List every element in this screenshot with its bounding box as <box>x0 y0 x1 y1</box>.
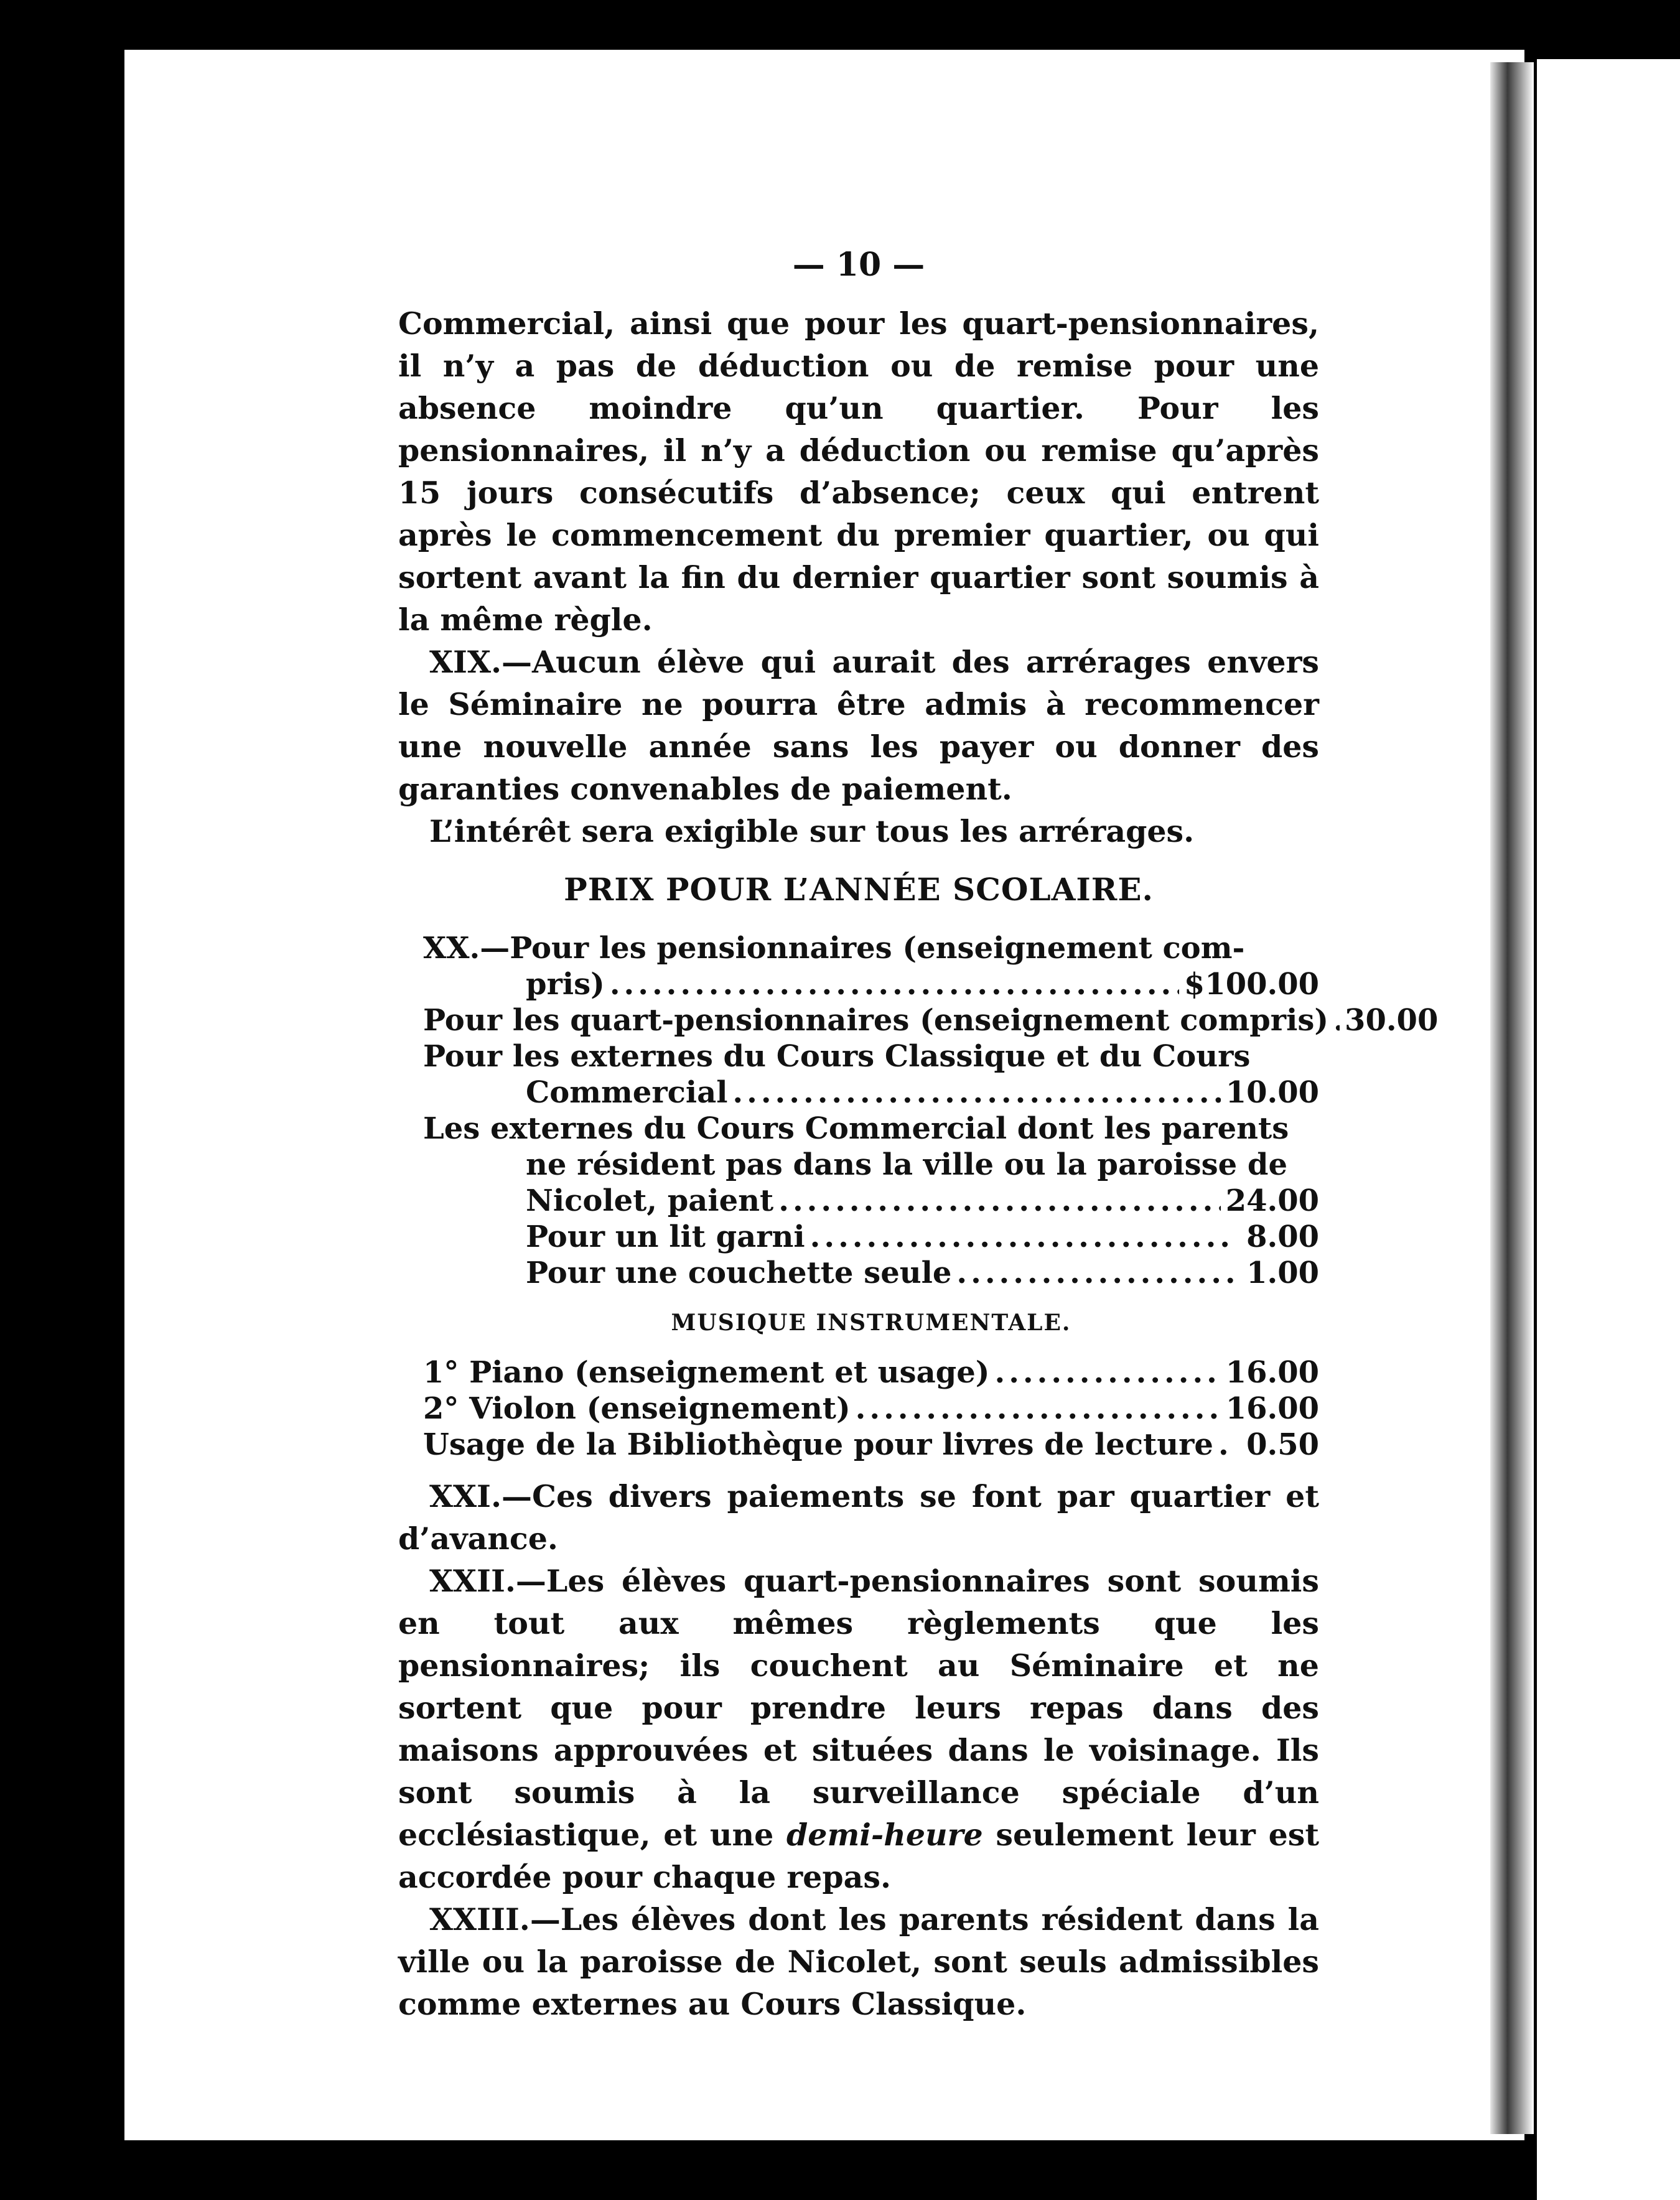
price-list <box>423 930 1439 1463</box>
article-xxiii: XXIII.—Les élèves dont les parents résident dans la ville ou la paroisse de Nicolet, sont seuls admissibles comme externes au Cours Classique. <box>398 1901 1319 2022</box>
price-label: Pour une couchette seule <box>526 1256 952 1290</box>
spacer <box>398 1463 1319 1475</box>
dot-leader <box>732 1074 1220 1111</box>
dot-leader <box>810 1219 1233 1255</box>
price-row-couchette <box>423 1255 1319 1291</box>
dot-leader <box>956 1255 1233 1291</box>
price-row-quart-pensionnaires <box>423 1002 1439 1038</box>
page-number: — 10 — <box>792 246 925 284</box>
price-row-bibliotheque <box>423 1427 1319 1463</box>
interest-note: L’intérêt sera exigible sur tous les arrérages. <box>429 813 1195 849</box>
dot-leader <box>778 1183 1220 1219</box>
dot-leader <box>610 966 1179 1002</box>
price-commercial-line2: ne résident pas dans la ville ou la paroisse de <box>526 1147 1287 1182</box>
page-content <box>398 246 1439 2025</box>
price-commercial-line1: Les externes du Cours Commercial dont les parents <box>423 1111 1289 1146</box>
price-value: 30.00 <box>1345 1003 1439 1038</box>
price-row-piano <box>423 1354 1319 1391</box>
price-label: 1° Piano (enseignement et usage) <box>423 1355 990 1390</box>
price-value: $100.00 <box>1183 967 1319 1002</box>
price-value: 1.00 <box>1246 1256 1319 1290</box>
article-xxii-emphasis: demi-heure <box>786 1817 983 1853</box>
price-label: Nicolet, paient <box>526 1183 774 1218</box>
book-spine-shadow <box>1490 62 1534 2134</box>
price-label: Commercial <box>526 1075 728 1110</box>
price-label: Pour un lit garni <box>526 1219 805 1254</box>
dot-leader <box>994 1354 1220 1391</box>
price-row-commercial <box>423 1183 1319 1219</box>
dot-leader <box>1333 1002 1340 1038</box>
price-row-pensionnaires <box>423 966 1319 1002</box>
music-title: MUSIQUE INSTRUMENTALE. <box>671 1310 1071 1336</box>
price-label: pris) <box>526 967 605 1002</box>
price-row-lit <box>423 1219 1319 1255</box>
article-xxii-text: XXII.—Les élèves quart-pensionnaires sont soumis en tout aux mêmes règlements que les pensionnaires; ils couchent au Séminaire et ne sortent que pour prendre leurs repas dans des maisons approuvées et situées dans le voisinage. Ils sont soumis à la surveillance spéciale d’un ecclésiastique, et une <box>398 1563 1319 1853</box>
price-row-externes <box>423 1074 1319 1111</box>
price-value: 0.50 <box>1246 1427 1319 1462</box>
price-label: 2° Violon (enseignement) <box>423 1391 851 1426</box>
price-value: 10.00 <box>1225 1075 1319 1110</box>
price-label: Usage de la Bibliothèque pour livres de lecture <box>423 1427 1213 1462</box>
price-row-violon <box>423 1391 1319 1427</box>
article-xxii-text-end: seulement leur est accordée pour chaque repas. <box>398 1817 1319 1895</box>
price-value: 24.00 <box>1225 1183 1319 1218</box>
price-label: Pour les quart-pensionnaires (enseignement compris) <box>423 1003 1329 1038</box>
article-xxii <box>398 1560 1319 1898</box>
price-value: 8.00 <box>1246 1219 1319 1254</box>
price-externes-line1: Pour les externes du Cours Classique et du Cours <box>423 1039 1251 1074</box>
paragraph-continuation: Commercial, ainsi que pour les quart-pensionnaires, il n’y a pas de déduction ou de remise pour une absence moindre qu’un quartier. Pour les pensionnaires, il n’y a déduction ou remise qu’après 15 jours consécutifs d’absence; ceux qui entrent après le commencement du premier quartier, ou qui sortent avant la fin du dernier quartier sont soumis à la même règle. <box>398 305 1319 638</box>
price-value: 16.00 <box>1225 1355 1319 1390</box>
dot-leader <box>856 1391 1221 1427</box>
adjacent-page <box>1537 59 1680 2200</box>
price-value: 16.00 <box>1225 1391 1319 1426</box>
price-xx-line1: XX.—Pour les pensionnaires (enseignement com- <box>423 931 1245 966</box>
dot-leader <box>1218 1427 1233 1463</box>
article-xix: XIX.—Aucun élève qui aurait des arrérages envers le Séminaire ne pourra être admis à recommencer une nouvelle année sans les payer ou donner des garanties convenables de paiement. <box>398 644 1319 807</box>
article-xxi: XXI.—Ces divers paiements se font par quartier et d’avance. <box>398 1478 1319 1557</box>
prices-title: PRIX POUR L’ANNÉE SCOLAIRE. <box>564 871 1154 908</box>
